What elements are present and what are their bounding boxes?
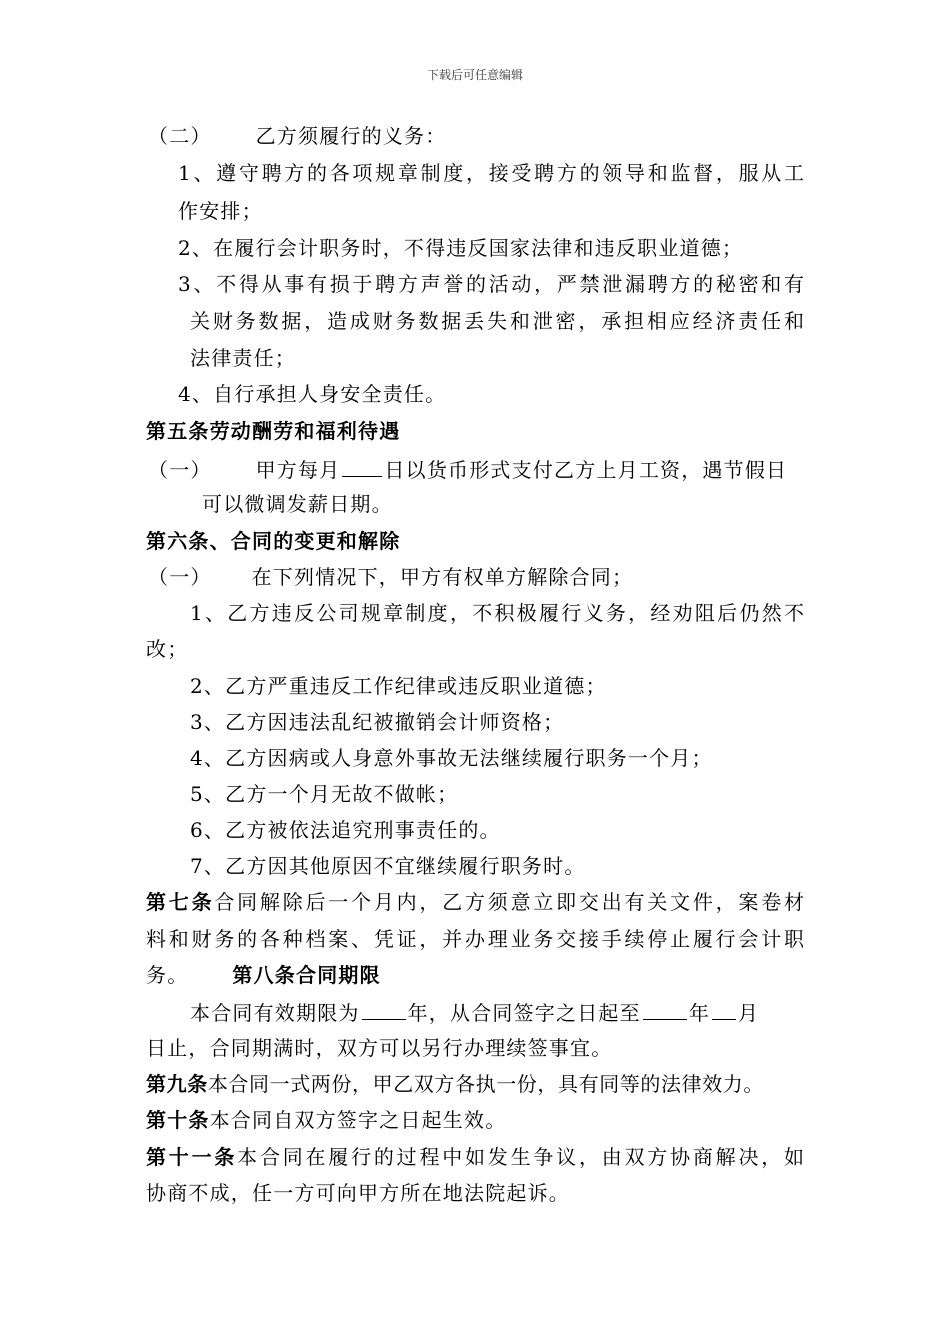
article-5-clause-1-line1	[148, 456, 787, 482]
section-label: （二）	[148, 124, 212, 148]
termination-5: 5、乙方一个月无故不做帐；	[190, 782, 459, 806]
article-7-tail: 务。	[146, 963, 189, 987]
article-7-heading: 第七条	[146, 890, 215, 914]
obligation-3-line1: 3、不得从事有损于聘方声誉的活动，严禁泄漏聘方的秘密和有	[178, 272, 804, 296]
termination-6: 6、乙方被依法追究刑事责任的。	[190, 818, 501, 842]
section-obligations-title	[148, 124, 446, 148]
termination-2: 2、乙方严重违反工作纪律或违反职业道德；	[190, 674, 607, 698]
clause-label: （一）	[148, 458, 212, 482]
termination-1-line2: 改；	[146, 637, 189, 661]
article-9-heading: 第九条	[146, 1072, 208, 1096]
article-10-heading: 第十条	[146, 1108, 210, 1132]
clause-label: （一）	[148, 565, 212, 589]
end-month-blank	[712, 999, 736, 1020]
article-7-line2: 料和财务的各种档案、凭证，并办理业务交接手续停止履行会计职	[146, 927, 804, 951]
article-7-line3	[146, 963, 381, 987]
article-5-clause-1-line2: 可以微调发薪日期。	[202, 492, 393, 516]
termination-3: 3、乙方因违法乱纪被撤销会计师资格；	[190, 710, 565, 734]
termination-1-line1: 1、乙方违反公司规章制度，不积极履行义务，经劝阻后仍然不	[190, 601, 804, 625]
term-text-2: 年，从合同签字之日起至	[407, 1001, 641, 1025]
article-8-line2: 日止，合同期满时，双方可以另行办理续签事宜。	[146, 1036, 613, 1060]
end-year-blank	[643, 999, 687, 1020]
article-8-heading: 第八条合同期限	[232, 963, 381, 987]
article-5-heading: 第五条劳动酬劳和福利待遇	[146, 419, 401, 443]
article-11-heading: 第十一条	[146, 1145, 238, 1169]
obligation-4: 4、自行承担人身安全责任。	[178, 382, 447, 406]
obligation-3-line3: 法律责任；	[190, 346, 296, 370]
term-text-3: 年	[688, 1001, 711, 1025]
clause-text-a: 甲方每月	[255, 458, 341, 482]
years-blank	[362, 999, 406, 1020]
term-text-4: 月	[738, 1001, 760, 1025]
clause-intro: 在下列情况下，甲方有权单方解除合同；	[251, 565, 634, 589]
term-text-1: 本合同有效期限为	[190, 1001, 360, 1025]
termination-4: 4、乙方因病或人身意外事故无法继续履行职务一个月；	[190, 746, 713, 770]
obligation-2: 2、在履行会计职务时，不得违反国家法律和违反职业道德；	[178, 236, 744, 260]
pay-day-blank	[342, 456, 382, 477]
article-9-text: 本合同一式两份，甲乙双方各执一份，具有同等的法律效力。	[207, 1072, 765, 1096]
article-10	[146, 1108, 506, 1132]
article-9	[146, 1072, 764, 1096]
article-7-line1	[146, 890, 804, 914]
article-6-clause-1	[148, 565, 633, 589]
page-header: 下载后可任意编辑	[426, 68, 523, 82]
article-8-line1	[190, 999, 759, 1025]
article-10-text: 本合同自双方签字之日起生效。	[209, 1108, 507, 1132]
section-title: 乙方须履行的义务：	[255, 124, 447, 148]
obligation-3-line2: 关财务数据，造成财务数据丢失和泄密，承担相应经济责任和	[190, 309, 804, 333]
obligation-1-line2: 作安排；	[178, 199, 263, 223]
obligation-1-line1: 1、遵守聘方的各项规章制度，接受聘方的领导和监督，服从工	[178, 161, 804, 185]
article-11-line1	[146, 1145, 804, 1169]
article-6-heading: 第六条、合同的变更和解除	[146, 529, 401, 553]
article-11-line2: 协商不成，任一方可向甲方所在地法院起诉。	[146, 1181, 570, 1205]
termination-7: 7、乙方因其他原因不宜继续履行职务时。	[190, 854, 586, 878]
article-7-text: 合同解除后一个月内，乙方须意立即交出有关文件，案卷材	[214, 890, 805, 914]
clause-text-b: 日以货币形式支付乙方上月工资，遇节假日	[384, 458, 788, 482]
article-11-text: 本合同在履行的过程中如发生争议，由双方协商解决，如	[237, 1145, 805, 1169]
